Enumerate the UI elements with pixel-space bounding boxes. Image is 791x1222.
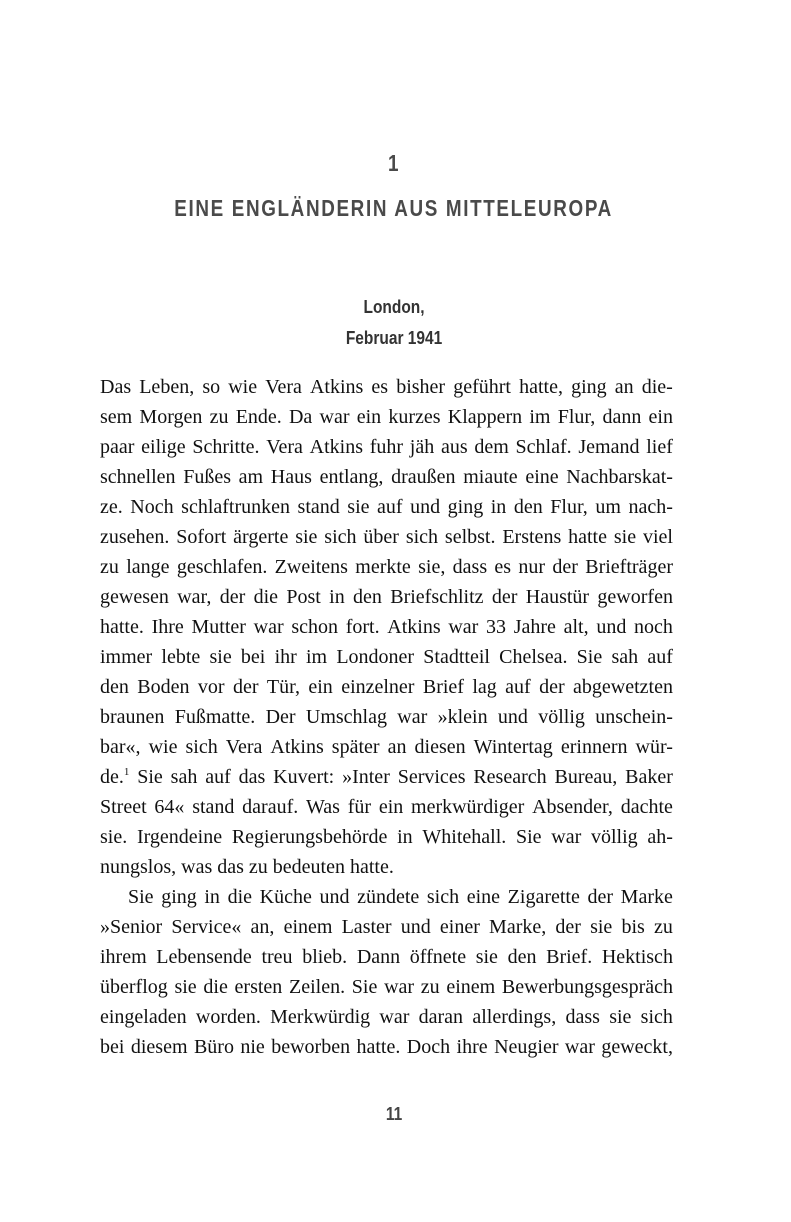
text-line: ihrem Lebensende treu blieb. Dann öffnete sie den Brief. Hektisch bbox=[100, 946, 673, 968]
text-line: »Senior Service« an, einem Laster und einer Marke, der sie bis zu bbox=[100, 916, 673, 938]
text-line: ze. Noch schlaftrunken stand sie auf und ging in den Flur, um nach- bbox=[100, 496, 673, 518]
paragraph bbox=[100, 882, 673, 1062]
body-text bbox=[100, 372, 673, 1062]
text-line: Das Leben, so wie Vera Atkins es bisher geführt hatte, ging an die- bbox=[100, 376, 673, 398]
text-line: gewesen war, der die Post in den Briefschlitz der Haustür geworfen bbox=[100, 586, 673, 608]
text-line: paar eilige Schritte. Vera Atkins fuhr jäh aus dem Schlaf. Jemand lief bbox=[100, 436, 673, 458]
text-line: hatte. Ihre Mutter war schon fort. Atkins war 33 Jahre alt, und noch bbox=[100, 616, 673, 638]
paragraph bbox=[100, 372, 673, 882]
dateline-date: Februar 1941 bbox=[345, 328, 443, 348]
text-line: bar«, wie sich Vera Atkins später an diesen Wintertag erinnern wür- bbox=[100, 736, 673, 758]
text-line: überflog sie die ersten Zeilen. Sie war zu einem Bewerbungsgespräch bbox=[100, 976, 673, 998]
text-line: sem Morgen zu Ende. Da war ein kurzes Klappern im Flur, dann ein bbox=[100, 406, 673, 428]
text-line: den Boden vor der Tür, ein einzelner Brief lag auf der abgewetzten bbox=[100, 676, 673, 698]
text-line: Street 64« stand darauf. Was für ein merkwürdiger Absender, dachte bbox=[100, 796, 673, 818]
text-line: zu lange geschlafen. Zweitens merkte sie, dass es nur der Briefträger bbox=[100, 556, 673, 578]
text-line: zusehen. Sofort ärgerte sie sich über sich selbst. Erstens hatte sie viel bbox=[100, 526, 673, 548]
dateline-place: London, bbox=[363, 297, 425, 317]
chapter-title: EINE ENGLÄNDERIN AUS MITTELEUROPA bbox=[174, 195, 613, 221]
text-line: nungslos, was das zu bedeuten hatte. bbox=[100, 856, 394, 878]
page-number: 11 bbox=[385, 1104, 403, 1124]
text-line: immer lebte sie bei ihr im Londoner Stadtteil Chelsea. Sie sah auf bbox=[100, 646, 673, 668]
text-line: braunen Fußmatte. Der Umschlag war »klein und völlig unschein- bbox=[100, 706, 673, 728]
text-line: eingeladen worden. Merkwürdig war daran allerdings, dass sie sich bbox=[100, 1006, 673, 1028]
text-line: schnellen Fußes am Haus entlang, draußen miaute eine Nachbarskat- bbox=[100, 466, 673, 488]
text-line: Sie ging in die Küche und zündete sich eine Zigarette der Marke bbox=[128, 886, 673, 908]
text-line: de.$^1$ Sie sah auf das Kuvert: »Inter Services Research Bureau, Baker bbox=[100, 766, 673, 788]
text-line: sie. Irgendeine Regierungsbehörde in Whitehall. Sie war völlig ah- bbox=[100, 826, 673, 848]
text-line: bei diesem Büro nie beworben hatte. Doch ihre Neugier war geweckt, bbox=[100, 1036, 673, 1058]
chapter-number: 1 bbox=[387, 150, 400, 176]
